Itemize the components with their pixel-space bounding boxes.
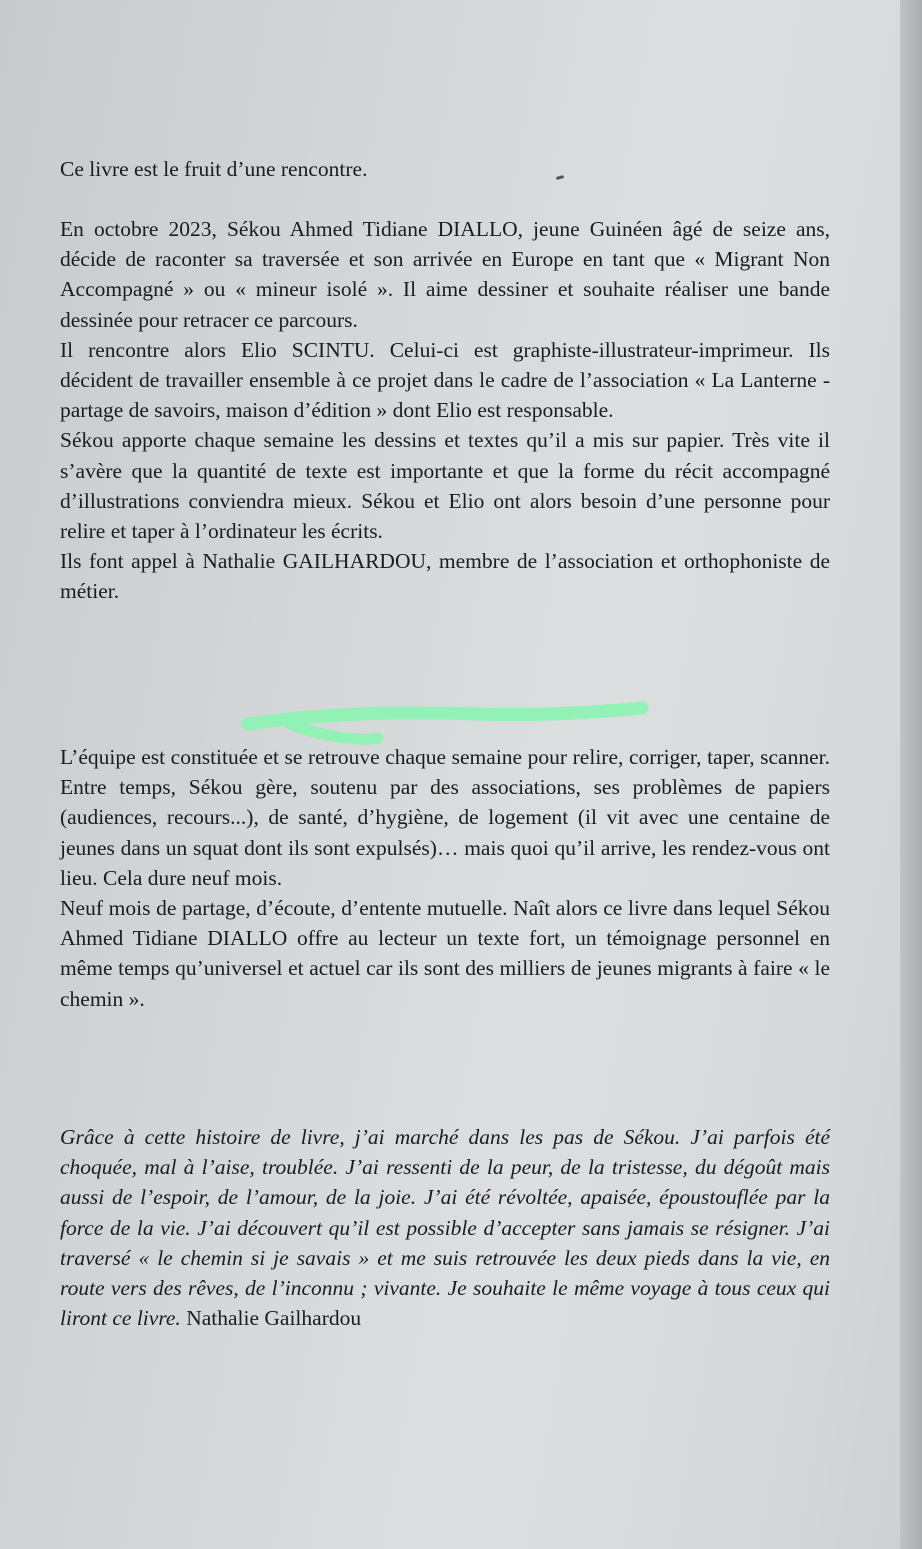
- paragraph: En octobre 2023, Sékou Ahmed Tidiane DIALLO, jeune Guinéen âgé de seize ans, décide de raconter sa traversée et son arrivée en Europe en tant que « Migrant Non Accompagné » ou « mineur isolé ». Il aime dessiner et souhaite réaliser une bande dessinée pour retracer ce parcours.: [60, 217, 830, 332]
- quote-paragraph: [60, 1122, 830, 1333]
- signature: Nathalie Gailhardou: [186, 1306, 362, 1331]
- paragraph: Ils font appel à Nathalie GAILHARDOU, membre de l’association et orthophoniste de métier.: [60, 549, 830, 604]
- testimonial-quote: [60, 1122, 830, 1333]
- paragraph: Sékou apporte chaque semaine les dessins et textes qu’il a mis sur papier. Très vite il s’avère que la quantité de texte est importante et que la forme du récit accompagné d’illustrations conviendra mieux. Sékou et Elio ont alors besoin d’une personne pour relire et taper à l’ordinateur les écrits.: [60, 428, 830, 544]
- intro-text: [60, 154, 830, 184]
- quote-text: Grâce à cette histoire de livre, j’ai marché dans les pas de Sékou. J’ai parfois été choquée, mal à l’aise, troublée. J’ai ressenti de la peur, de la tristesse, du dégoût mais aussi de l’espoir, de l’amour, de la joie. J’ai été révoltée, apaisée, époustouflée par la force de la vie. J’ai découvert qu’il est possible d’accepter sans jamais se résigner. J’ai traversé « le chemin si je savais » et me suis retrouvée les deux pieds dans la vie, en route vers des rêves, de l’inconnu ; vivante. Je souhaite le même voyage à tous ceux qui liront ce livre.: [60, 1125, 830, 1331]
- intro-line: Ce livre est le fruit d’une rencontre.: [60, 157, 368, 181]
- paragraph: L’équipe est constituée et se retrouve chaque semaine pour relire, corriger, taper, scanner. Entre temps, Sékou gère, soutenu par des associations, ses problèmes de papiers (audiences, recours...), de santé, d’hygiène, de logement (il vit avec une centaine de jeunes dans un squat dont ils sont expulsés)… mais quoi qu’il arrive, les rendez-vous ont lieu. Cela dure neuf mois.: [60, 745, 830, 890]
- paragraph: Neuf mois de partage, d’écoute, d’entente mutuelle. Naît alors ce livre dans lequel Sékou Ahmed Tidiane DIALLO offre au lecteur un texte fort, un témoignage personnel en même temps qu’universel et actuel car ils sont des milliers de jeunes migrants à faire « le chemin ».: [60, 896, 830, 1011]
- paragraph: Il rencontre alors Elio SCINTU. Celui-ci est graphiste-illustrateur-imprimeur. Ils décident de travailler ensemble à ce projet dans le cadre de l’association « La Lanterne - partage de savoirs, maison d’édition » dont Elio est responsable.: [60, 337, 830, 423]
- story-section-2: [60, 742, 830, 1014]
- story-section-1: [60, 214, 830, 607]
